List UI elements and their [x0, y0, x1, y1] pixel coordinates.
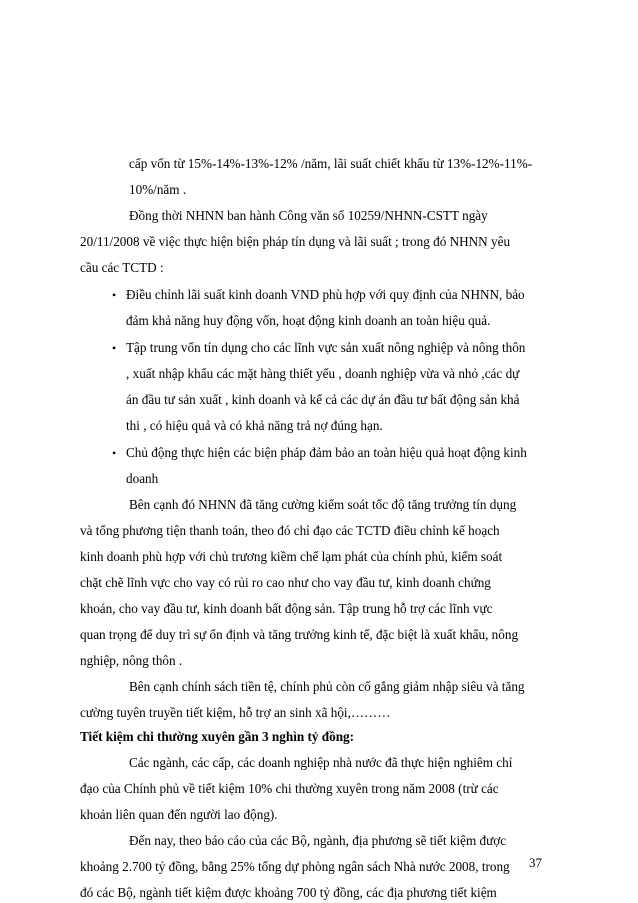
- text-line: và tổng phương tiện thanh toán, theo đó chỉ đạo các TCTD điều chỉnh kế hoạch: [80, 523, 500, 538]
- text-line: thi , có hiệu quả và có khả năng trả nợ đúng hạn.: [126, 418, 383, 433]
- text-line: án đầu tư sản xuất , kinh doanh và kể cả các dự án đầu tư bất động sản khả: [126, 392, 520, 407]
- text-line: Bên cạnh chính sách tiền tệ, chính phủ còn cố gắng giảm nhập siêu và tăng: [129, 679, 525, 694]
- text-line: khoán, cho vay đầu tư, kinh doanh bất động sản. Tập trung hỗ trợ các lĩnh vực: [80, 601, 493, 616]
- text-line: đạo của Chính phủ về tiết kiệm 10% chi thường xuyên trong năm 2008 (trừ các: [80, 781, 499, 796]
- text-line: đó các Bộ, ngành tiết kiệm được khoảng 700 tỷ đồng, các địa phương tiết kiệm: [80, 885, 497, 900]
- text-line: Điều chỉnh lãi suất kinh doanh VND phù hợp với quy định của NHNN, bảo: [126, 287, 525, 302]
- text-line: Chủ động thực hiện các biện pháp đảm bảo an toàn hiệu quả hoạt động kinh: [126, 445, 527, 460]
- text-line: doanh: [126, 471, 159, 486]
- bullet-icon: •: [112, 446, 117, 460]
- text-line: cấp vốn từ 15%-14%-13%-12% /năm, lãi suất chiết khấu từ 13%-12%-11%-: [129, 156, 533, 171]
- text-line: Đến nay, theo báo cáo của các Bộ, ngành, địa phương sẽ tiết kiệm được: [129, 833, 507, 848]
- text-line: Tập trung vốn tín dụng cho các lĩnh vực sản xuất nông nghiệp và nông thôn: [126, 340, 526, 355]
- text-line: Các ngành, các cấp, các doanh nghiệp nhà nước đã thực hiện nghiêm chỉ: [129, 755, 513, 770]
- text-line: , xuất nhập khẩu các mặt hàng thiết yếu , doanh nghiệp vừa và nhỏ ,các dự: [126, 366, 520, 381]
- text-line: khoảng 2.700 tỷ đồng, bằng 25% tổng dự phòng ngân sách Nhà nước 2008, trong: [80, 859, 510, 874]
- page-number: 37: [529, 855, 542, 870]
- bullet-icon: •: [112, 288, 117, 302]
- text-line: đảm khả năng huy động vốn, hoạt động kinh doanh an toàn hiệu quả.: [126, 313, 491, 328]
- text-line: Bên cạnh đó NHNN đã tăng cường kiểm soát tốc độ tăng trưởng tín dụng: [129, 497, 517, 512]
- text-line: nghiệp, nông thôn .: [80, 653, 183, 668]
- text-line: 20/11/2008 về việc thực hiện biện pháp tín dụng và lãi suất ; trong đó NHNN yêu: [80, 234, 511, 249]
- text-line: kinh doanh phù hợp với chủ trương kiềm chế lạm phát của chính phủ, kiểm soát: [80, 549, 503, 564]
- text-line: quan trọng để duy trì sự ổn định và tăng trưởng kinh tế, đặc biệt là xuất khẩu, nông: [80, 627, 519, 642]
- bullet-icon: •: [112, 341, 117, 355]
- section-heading: Tiết kiệm chi thường xuyên gần 3 nghìn tỷ đồng:: [80, 729, 355, 744]
- text-line: Đồng thời NHNN ban hành Công văn số 10259/NHNN-CSTT ngày: [129, 208, 488, 223]
- text-line: 10%/năm .: [129, 182, 187, 197]
- text-line: cường tuyên truyền tiết kiệm, hỗ trợ an sinh xã hội,………: [80, 705, 391, 720]
- text-line: chặt chẽ lĩnh vực cho vay có rủi ro cao như cho vay đầu tư, kinh doanh chứng: [80, 575, 491, 590]
- text-line: khoản liên quan đến người lao động).: [80, 807, 278, 822]
- text-line: cầu các TCTD :: [80, 260, 164, 275]
